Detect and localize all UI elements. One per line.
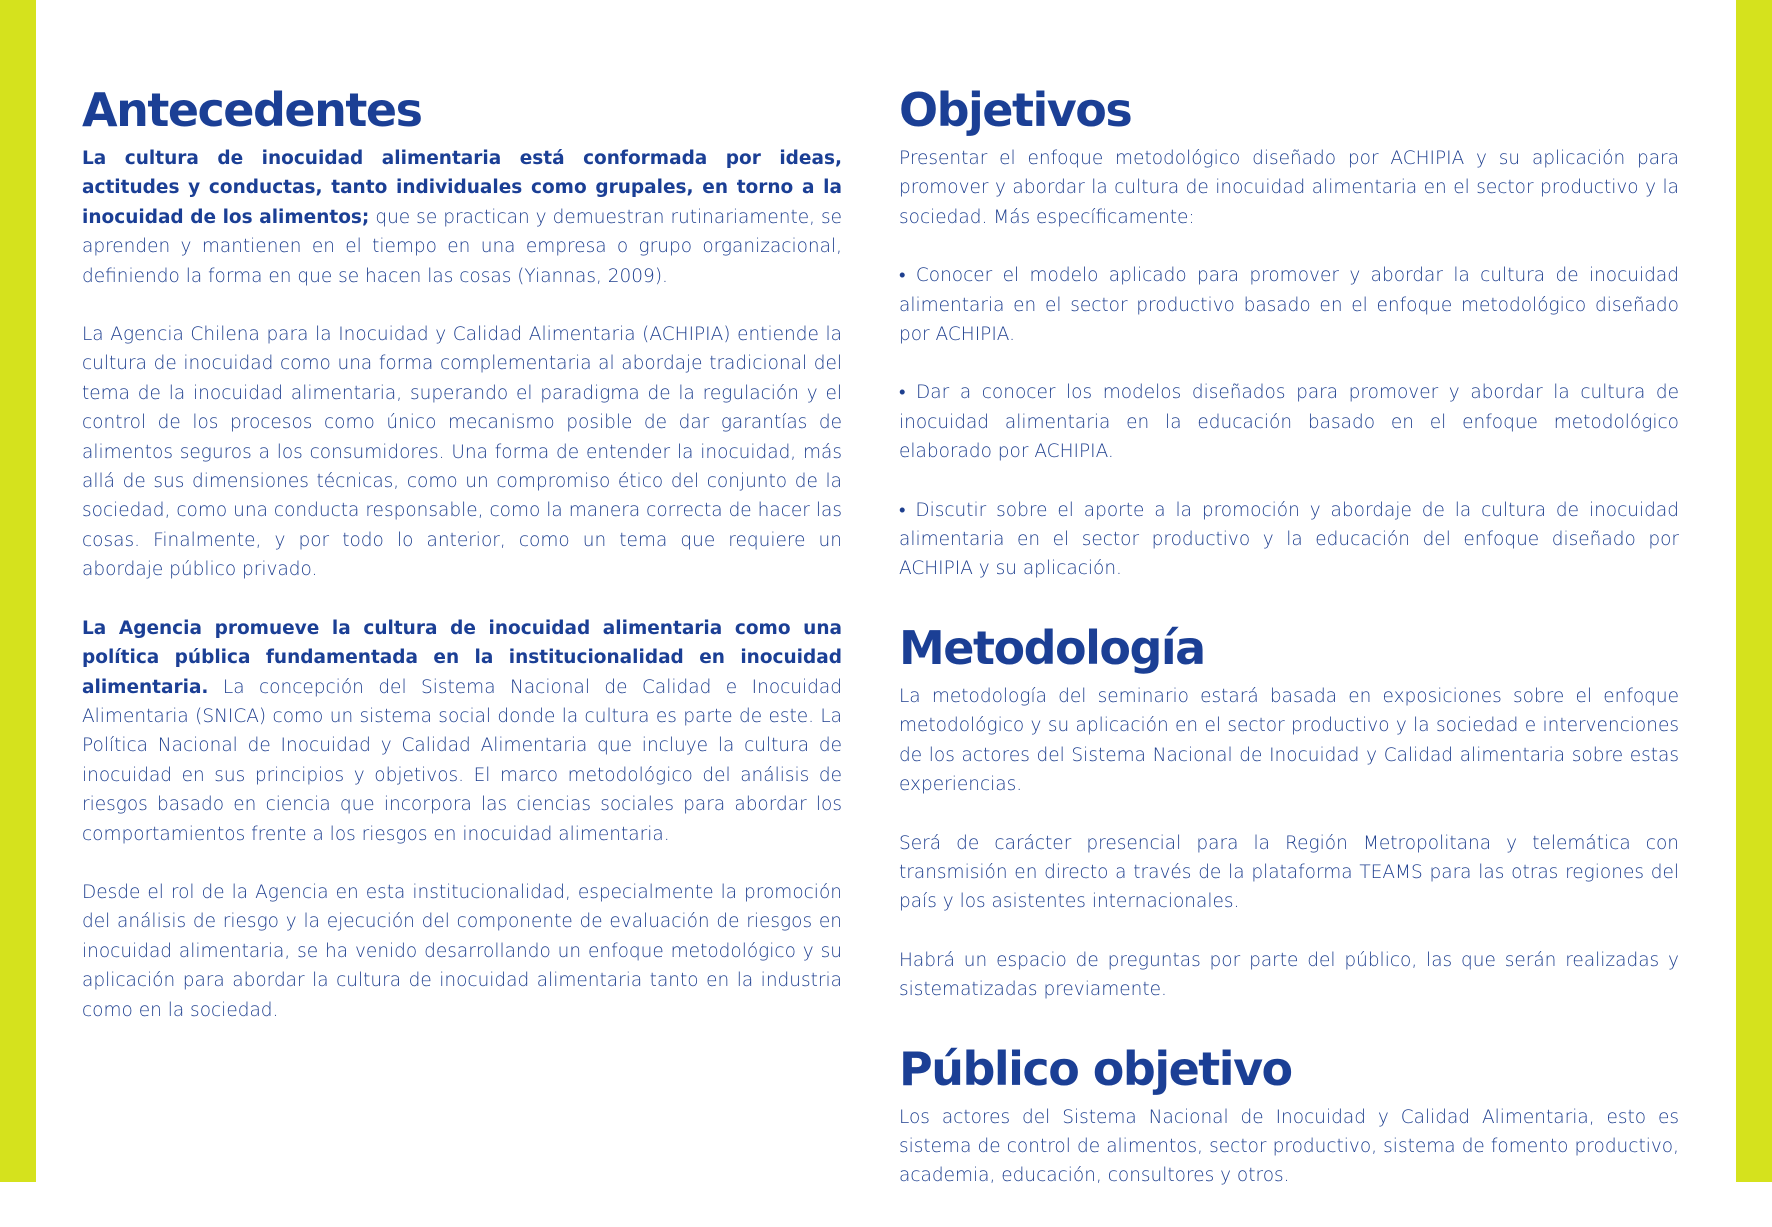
antecedentes-paragraph-3 bbox=[82, 614, 842, 849]
metodologia-paragraph-2: Será de carácter presencial para la Región Metropolitana y telemática con transmisión en directo a través de la plataforma TEAMS para las otras regiones del país y los asistentes internacionales. bbox=[899, 832, 1679, 913]
publico-heading: Público objetivo bbox=[899, 1041, 1292, 1096]
right-column bbox=[899, 82, 1679, 1227]
objetivos-heading: Objetivos bbox=[899, 83, 1132, 137]
objetivos-bullet-1: • Conocer el modelo aplicado para promover y abordar la cultura de inocuidad alimentaria en el sector productivo basado en el enfoque metodológico diseñado por ACHIPIA. bbox=[899, 265, 1679, 346]
antecedentes-p1-bold: La cultura de inocuidad alimentaria está conformada por ideas, actitudes y conductas, tanto individuales como grupales, en torno a la inocuidad de los alimentos; bbox=[82, 148, 842, 228]
metodologia-paragraph-1: La metodología del seminario estará basada en exposiciones sobre el enfoque metodológico y su aplicación en el sector productivo y la sociedad e intervenciones de los actores del Sistema Nacional de Inocuidad y Calidad alimentaria sobre estas experiencias. bbox=[899, 685, 1679, 796]
publico-section bbox=[899, 1041, 1679, 1191]
objetivos-bullet-3: • Discutir sobre el aporte a la promoción y abordaje de la cultura de inocuidad alimentaria en el sector productivo y la educación del enfoque diseñado por ACHIPIA y su aplicación. bbox=[899, 499, 1679, 580]
antecedentes-section bbox=[82, 82, 842, 1025]
metodologia-paragraph-3: Habrá un espacio de preguntas por parte del público, las que serán realizadas y sistematizadas previamente. bbox=[899, 949, 1679, 1001]
objetivos-bullet-2: • Dar a conocer los modelos diseñados para promover y abordar la cultura de inocuidad alimentaria en la educación basado en el enfoque metodológico elaborado por ACHIPIA. bbox=[899, 382, 1679, 463]
metodologia-section bbox=[899, 620, 1679, 1005]
antecedentes-p3-rest: La concepción del Sistema Nacional de Calidad e Inocuidad Alimentaria (SNICA) como un sistema social donde la cultura es parte de este. La Política Nacional de Inocuidad y Calidad Alimentaria que incluye la cultura de inocuidad en sus principios y objetivos. El marco metodológico del análisis de riesgos basado en ciencia que incorpora las ciencias sociales para abordar los comportamientos frente a los riesgos en inocuidad alimentaria. bbox=[82, 676, 842, 845]
antecedentes-paragraph-2: La Agencia Chilena para la Inocuidad y Calidad Alimentaria (ACHIPIA) entiende la cultura de inocuidad como una forma complementaria al abordaje tradicional del tema de la inocuidad alimentaria, superando el paradigma de la regulación y el control de los procesos como único mecanismo posible de dar garantías de alimentos seguros a los consumidores. Una forma de entender la inocuidad, más allá de sus dimensiones técnicas, como un compromiso ético del conjunto de la sociedad, como una conducta responsable, como la manera correcta de hacer las cosas. Finalmente, y por todo lo anterior, como un tema que requiere un abordaje público privado. bbox=[82, 324, 842, 581]
antecedentes-heading: Antecedentes bbox=[82, 83, 422, 137]
antecedentes-paragraph-4: Desde el rol de la Agencia en esta institucionalidad, especialmente la promoción del análisis de riesgo y la ejecución del componente de evaluación de riesgos en inocuidad alimentaria, se ha venido desarrollando un enfoque metodológico y su aplicación para abordar la cultura de inocuidad alimentaria tanto en la industria como en la sociedad. bbox=[82, 881, 842, 1021]
antecedentes-paragraph-1 bbox=[82, 144, 842, 291]
right-accent-band bbox=[1736, 0, 1772, 1182]
antecedentes-p1-rest: que se practican y demuestran rutinariamente, se aprenden y mantienen en el tiempo en una empresa o grupo organizacional, definiendo la forma en que se hacen las cosas (Yiannas, 2009). bbox=[82, 206, 842, 287]
objetivos-intro: Presentar el enfoque metodológico diseñado por ACHIPIA y su aplicación para promover y abordar la cultura de inocuidad alimentaria en el sector productivo y la sociedad. Más específicamente: bbox=[899, 148, 1679, 228]
antecedentes-p3-bold: La Agencia promueve la cultura de inocuidad alimentaria como una política pública fundamentada en la institucionalidad en inocuidad alimentaria. bbox=[82, 617, 842, 698]
publico-paragraph-1: Los actores del Sistema Nacional de Inocuidad y Calidad Alimentaria, esto es sistema de control de alimentos, sector productivo, sistema de fomento productivo, academia, educación, consultores y otros. bbox=[899, 1106, 1679, 1187]
left-accent-band bbox=[0, 0, 36, 1182]
metodologia-heading: Metodología bbox=[899, 620, 1205, 675]
left-column bbox=[82, 82, 842, 1061]
objetivos-section bbox=[899, 82, 1679, 584]
